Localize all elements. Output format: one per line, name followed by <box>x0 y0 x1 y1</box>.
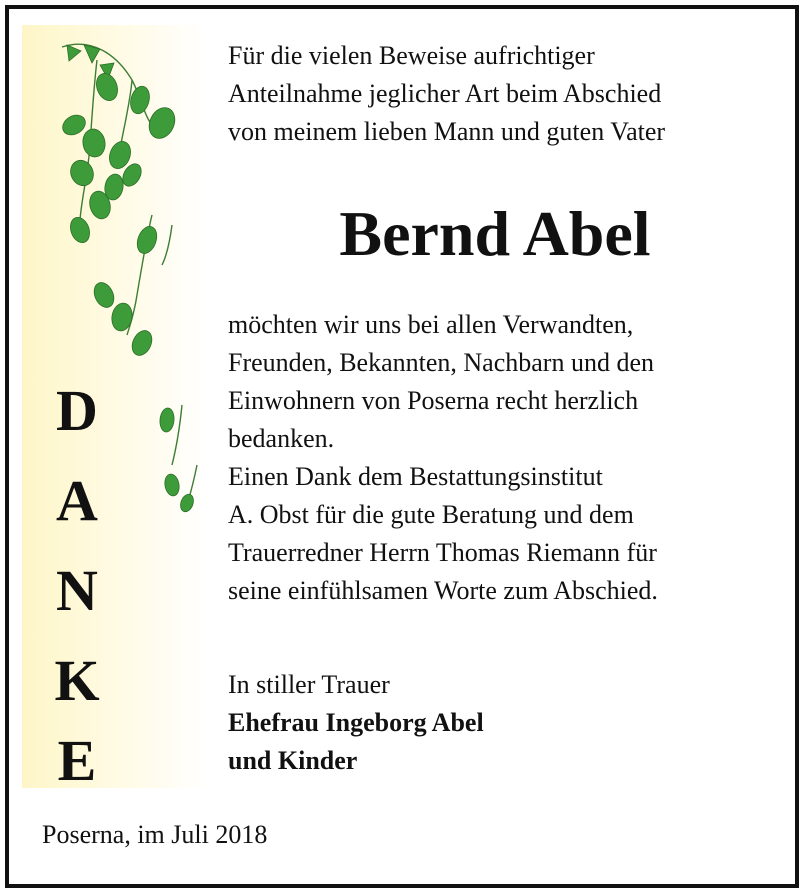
signer-line: und Kinder <box>228 746 358 775</box>
body-line: Freunden, Bekannten, Nachbarn und den <box>228 348 654 377</box>
body-line: Trauerredner Herrn Thomas Riemann für <box>228 538 657 567</box>
decorative-side-panel <box>22 25 208 793</box>
danke-letter: D <box>56 378 98 443</box>
closing-block <box>228 666 484 780</box>
body-line: A. Obst für die gute Beratung und dem <box>228 500 634 529</box>
deceased-name: Bernd Abel <box>339 198 651 269</box>
thanks-body <box>228 306 658 610</box>
danke-letter: N <box>56 558 98 623</box>
body-line: seine einfühlsamen Worte zum Abschied. <box>228 576 658 605</box>
danke-letter: K <box>54 648 100 713</box>
intro-line: Anteilnahme jeglicher Art beim Abschied <box>228 79 662 108</box>
intro-line: von meinem lieben Mann und guten Vater <box>228 117 666 146</box>
signer-line: Ehefrau Ingeborg Abel <box>228 708 484 737</box>
intro-text <box>228 37 665 151</box>
body-line: Einen Dank dem Bestattungsinstitut <box>228 462 603 491</box>
body-line: möchten wir uns bei allen Verwandten, <box>228 310 634 339</box>
danke-letter: A <box>56 468 98 533</box>
closing-phrase: In stiller Trauer <box>228 670 390 699</box>
body-line: bedanken. <box>228 424 335 453</box>
body-line: Einwohnern von Poserna recht herzlich <box>228 386 639 415</box>
birch-leaves-icon <box>22 25 208 545</box>
leaf-cluster <box>59 45 196 514</box>
intro-line: Für die vielen Beweise aufrichtiger <box>228 41 595 70</box>
place-date: Poserna, im Juli 2018 <box>42 820 268 849</box>
danke-letter: E <box>57 728 97 793</box>
